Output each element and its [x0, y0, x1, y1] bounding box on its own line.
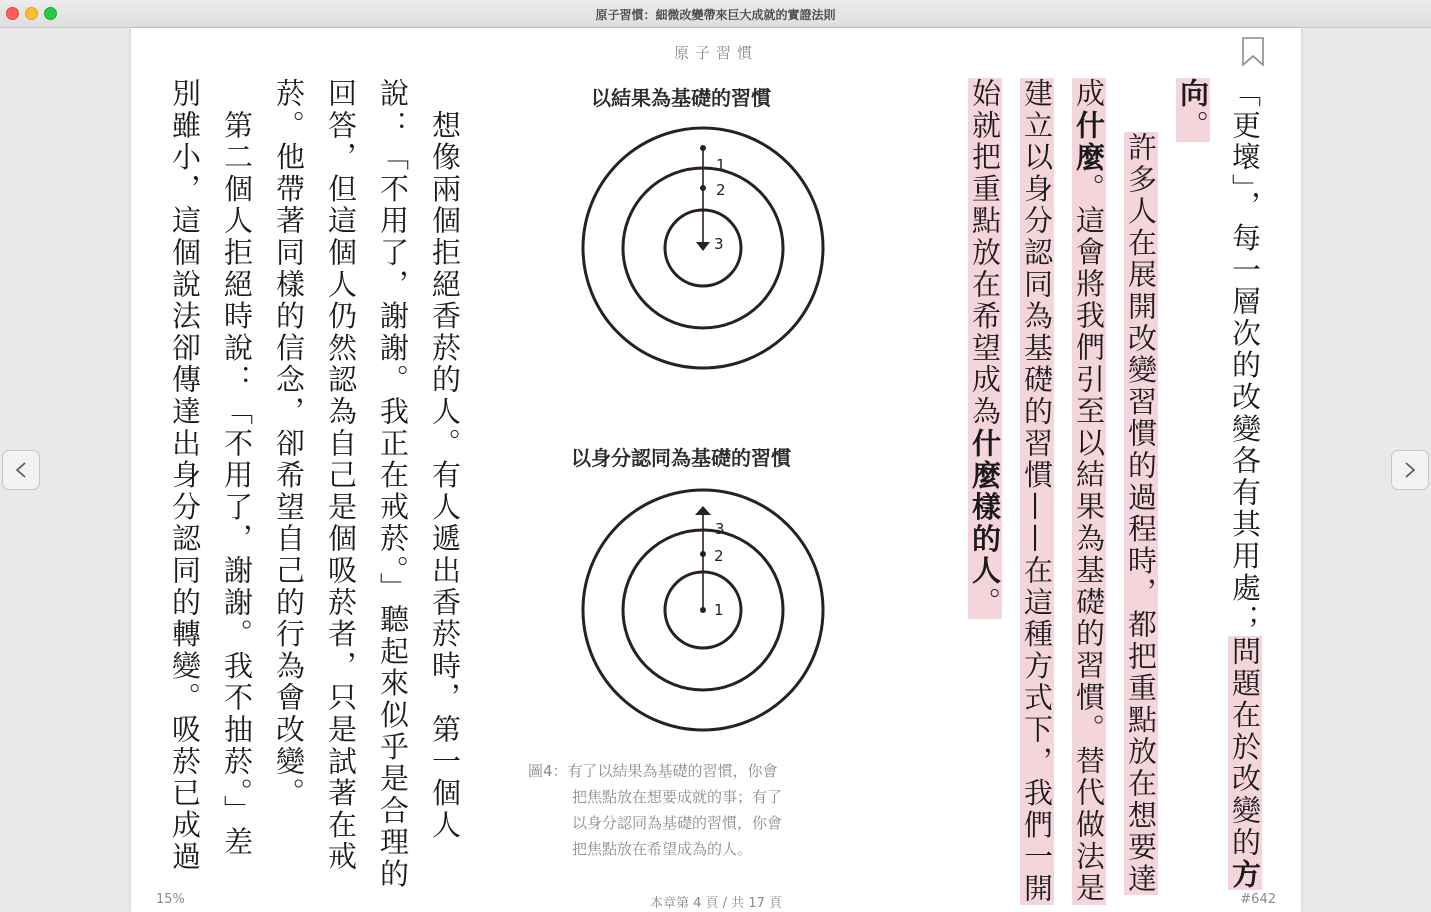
running-header: 原子習慣 — [673, 44, 758, 62]
arrow-head-inward — [696, 242, 710, 251]
text-column — [959, 78, 1011, 619]
chevron-left-icon — [14, 461, 28, 479]
book-page — [131, 28, 1301, 912]
text-column — [1167, 78, 1219, 142]
reading-progress: 15% — [156, 892, 185, 907]
highlighted-text[interactable]: 。這會將我們引至以結果為基礎的習慣。替代做法是 — [1072, 173, 1106, 905]
figure-caption — [528, 758, 858, 862]
highlighted-text[interactable]: 許多人在展開改變習慣的過程時，都把重點放在想要達 — [1124, 132, 1158, 896]
point-2 — [700, 551, 706, 557]
window-titlebar — [0, 0, 1431, 28]
text-column — [1063, 78, 1115, 905]
text-column — [1219, 78, 1271, 890]
chevron-right-icon — [1403, 461, 1417, 479]
chapter-page-indicator: 本章第 4 頁 / 共 17 頁 — [650, 896, 782, 911]
caption-line: 以身分認同為基礎的習慣，你會 — [572, 814, 783, 832]
text-run: 別雖小，這個說法卻傳達出身分認同的轉變。吸菸已成過 — [168, 78, 202, 873]
highlighted-text[interactable]: 問題在於改變的 — [1228, 635, 1262, 859]
text-run: 回答，但這個人仍然認為自己是個吸菸者，只是試著在戒 — [324, 78, 358, 873]
highlighted-bold-text[interactable]: 方 — [1228, 858, 1262, 891]
previous-page-button[interactable] — [2, 450, 40, 490]
highlighted-bold-text[interactable]: 什麼樣的人 — [968, 427, 1002, 587]
highlighted-text[interactable]: 。 — [968, 586, 1002, 619]
next-page-button[interactable] — [1391, 450, 1429, 490]
highlighted-text[interactable]: 。 — [1176, 109, 1210, 142]
text-run: 想像兩個拒絕香菸的人。有人遞出香菸時，第一個人 — [428, 78, 462, 842]
highlighted-text[interactable]: 成 — [1072, 78, 1106, 110]
bookmark-icon[interactable] — [1241, 37, 1265, 67]
figure-title-identity: 以身分認同為基礎的習慣 — [571, 446, 791, 470]
label-3: 3 — [714, 235, 724, 253]
text-run: 「更壞」，每一層次的改變各有其用處； — [1228, 78, 1262, 636]
caption-line: 把焦點放在想要成就的事；有了 — [572, 788, 783, 806]
text-column — [211, 78, 263, 859]
text-column — [263, 78, 315, 809]
arrow-head-outward — [695, 506, 711, 515]
label-1: 1 — [714, 601, 724, 619]
location-indicator: #642 — [1240, 892, 1276, 907]
window-title: 原子習慣：細微改變帶來巨大成就的實證法則 — [595, 8, 836, 22]
label-3: 3 — [715, 520, 725, 538]
text-column — [1115, 132, 1167, 895]
label-1: 1 — [716, 156, 726, 174]
text-column — [1011, 78, 1063, 905]
highlighted-text[interactable]: 建立以身分認同為基礎的習慣——在這種方式下，我們一開 — [1020, 78, 1054, 905]
text-column — [419, 78, 471, 841]
text-run: 第二個人拒絕時說：「不用了，謝謝。我不抽菸。」差 — [220, 78, 254, 859]
text-column — [315, 78, 367, 873]
figure-title-outcome: 以結果為基礎的習慣 — [591, 86, 771, 110]
highlighted-text[interactable]: 始就把重點放在希望成為 — [968, 78, 1002, 428]
target-diagram-identity — [571, 488, 835, 738]
label-2: 2 — [714, 547, 724, 565]
point-1 — [700, 145, 706, 151]
highlighted-bold-text[interactable]: 向 — [1176, 78, 1210, 110]
point-2 — [700, 185, 706, 191]
text-column — [159, 78, 211, 873]
text-column — [367, 78, 419, 890]
text-run: 說：「不用了，謝謝。我正在戒菸。」聽起來似乎是合理的 — [376, 78, 410, 891]
text-run: 菸。他帶著同樣的信念，卻希望自己的行為會改變。 — [272, 78, 306, 810]
caption-line: 把焦點放在希望成為的人。 — [572, 840, 753, 858]
point-1 — [700, 607, 706, 613]
label-2: 2 — [716, 181, 726, 199]
target-diagram-outcome — [571, 126, 835, 376]
highlighted-bold-text[interactable]: 什麼 — [1072, 109, 1106, 174]
caption-line: 圖4：有了以結果為基礎的習慣，你會 — [528, 762, 778, 780]
